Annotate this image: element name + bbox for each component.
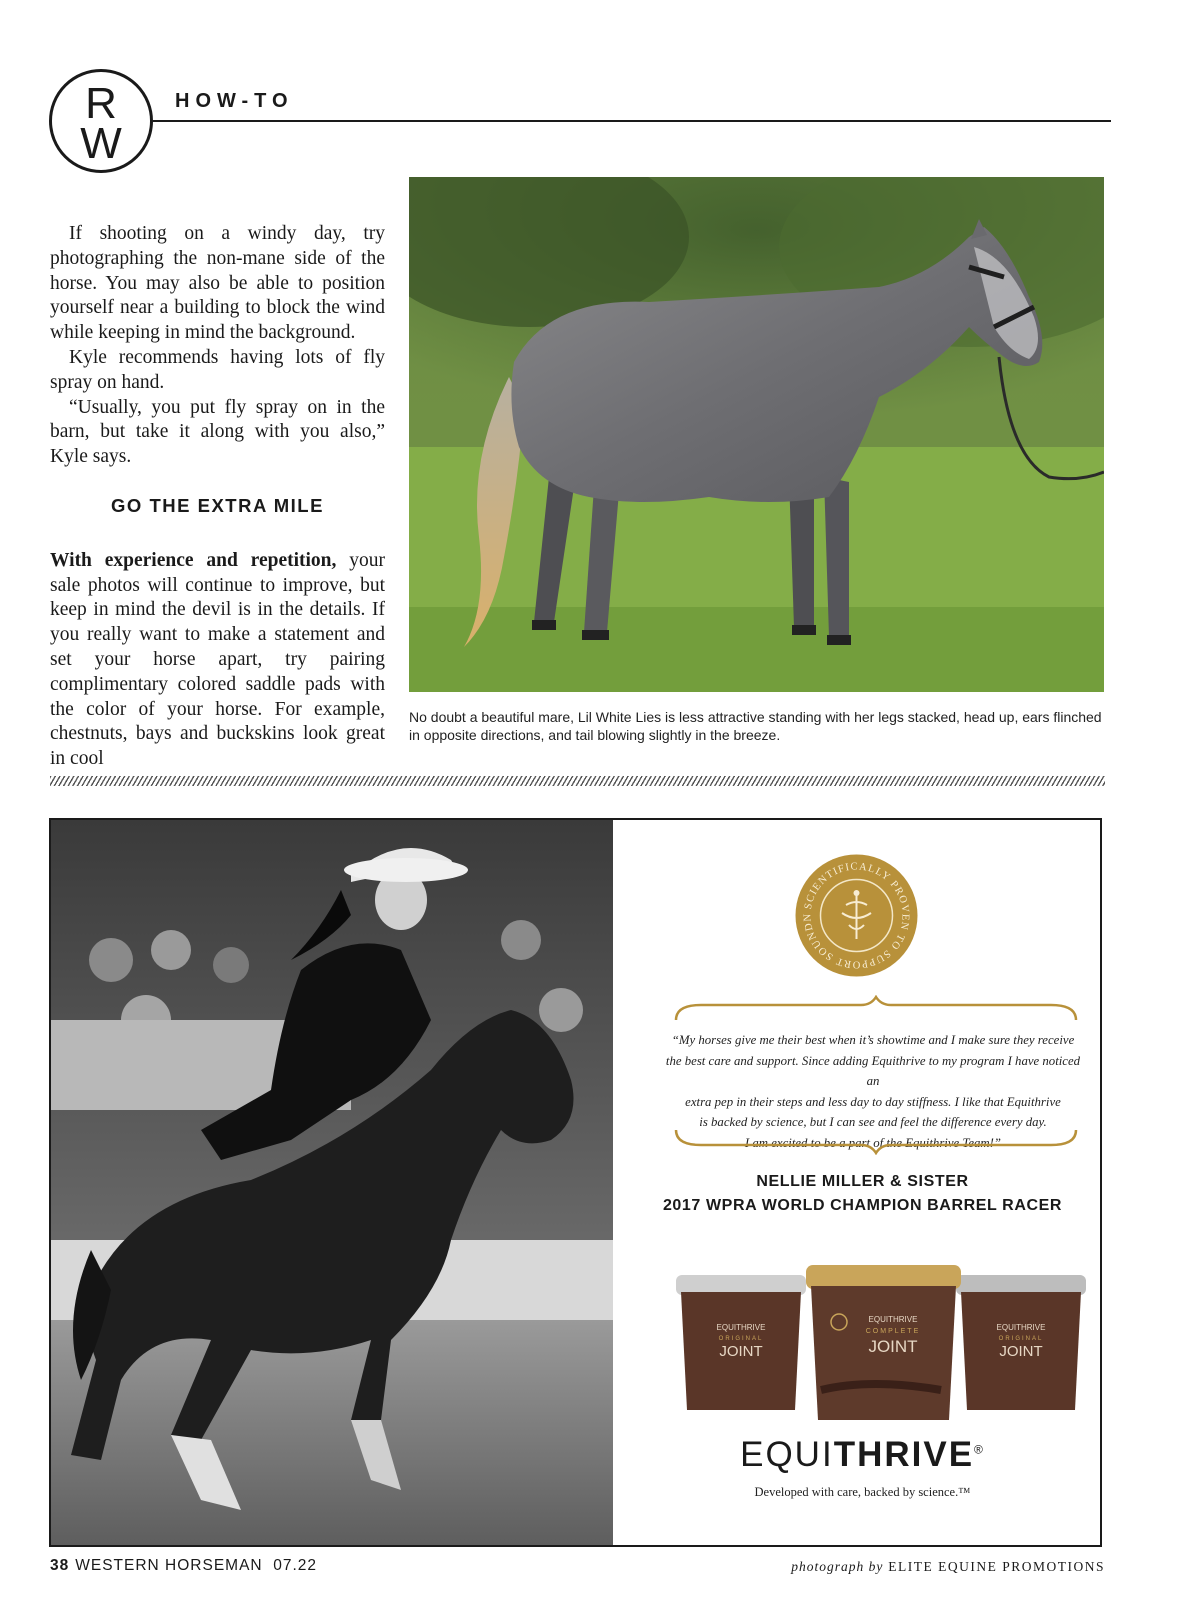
issue-date: 07.22 — [273, 1557, 318, 1574]
product-3-name: JOINT — [999, 1343, 1043, 1360]
magazine-name: WESTERN HORSEMAN — [75, 1557, 263, 1574]
quote-line-3: extra pep in their steps and less day to day stiffness. I like that Equithrive — [685, 1094, 1061, 1109]
barrel-racer-photo — [51, 820, 613, 1545]
brand-light: EQUI — [740, 1435, 834, 1474]
logo-letter-bottom: W — [80, 119, 122, 168]
photo-credit — [791, 1559, 1105, 1575]
endorser-credit — [621, 1170, 1102, 1218]
brand-tagline: Developed with care, backed by science.™ — [754, 1485, 971, 1499]
product-2-variant: COMPLETE — [865, 1328, 921, 1335]
product-2-brand: EQUITHRIVE — [868, 1315, 918, 1324]
endorser-title: 2017 WPRA WORLD CHAMPION BARREL RACER — [662, 1197, 1063, 1214]
article-paragraph-2: Kyle recommends having lots of fly spray on hand. — [50, 346, 385, 393]
equithrive-logo — [621, 1435, 1102, 1475]
hatched-divider — [50, 776, 1105, 786]
horse-photo — [409, 177, 1104, 692]
quote-line-5: I am excited to be a part of the Equithrive Team!” — [744, 1135, 1002, 1150]
quote-line-2: the best care and support. Since adding Equithrive to my program I have noticed an — [665, 1053, 1081, 1088]
product-2-name: JOINT — [868, 1337, 918, 1356]
lead-in: With experience and repetition, — [50, 549, 337, 571]
rw-logo — [49, 69, 153, 173]
equithrive-ad — [49, 818, 1102, 1547]
credit-prefix: photograph by — [791, 1559, 884, 1574]
header-rule — [153, 120, 1111, 122]
page-folio — [50, 1557, 317, 1575]
quote-bracket-top — [671, 995, 1081, 1025]
credit-name: ELITE EQUINE PROMOTIONS — [888, 1559, 1105, 1574]
quote-bracket-bottom — [671, 1125, 1081, 1155]
article-paragraph-1: If shooting on a windy day, try photographing the non-mane side of the horse. You may also be able to position yourself near a building to block the wind while keeping in mind the background. — [50, 223, 385, 344]
article-column — [50, 222, 385, 772]
photo-caption: No doubt a beautiful mare, Lil White Lies is less attractive standing with her legs stacked, head up, ears flinched in opposite directions, and tail blowing slightly in the breeze. — [409, 709, 1102, 743]
article-subhead: GO THE EXTRA MILE — [111, 494, 324, 516]
product-1-name: JOINT — [719, 1343, 763, 1360]
brand-bold: THRIVE — [833, 1435, 975, 1474]
product-1-brand: EQUITHRIVE — [716, 1323, 766, 1332]
lead-rest: your sale photos will continue to improve, but keep in mind the devil is in the details. If you really want to make a statement and set your horse apart, try pairing complimentary colored saddle pads with the color of your horse. For example, chestnuts, bays and buckskins look great in cool — [50, 549, 385, 770]
section-label: HOW-TO — [175, 90, 294, 112]
page-number: 38 — [50, 1557, 70, 1574]
logo-letter-top: R — [85, 79, 117, 128]
product-1-variant: ORIGINAL — [718, 1336, 764, 1342]
product-3-brand: EQUITHRIVE — [996, 1323, 1046, 1332]
endorser-name: NELLIE MILLER & SISTER — [756, 1173, 969, 1190]
article-paragraph-3: “Usually, you put fly spray on in the barn, but take it along with you also,” Kyle says. — [50, 396, 385, 468]
scientifically-proven-seal — [794, 853, 919, 978]
brand-mark: ® — [974, 1442, 985, 1457]
quote-line-1: “My horses give me their best when it’s showtime and I make sure they receive — [671, 1033, 1075, 1047]
seal-text: SCIENTIFICALLY PROVEN TO SUPPORT SOUNDN — [802, 861, 911, 970]
quote-line-4: is backed by science, but I can see and feel the difference every day. — [699, 1115, 1047, 1129]
product-tubs — [671, 1260, 1091, 1425]
article-paragraph-4 — [50, 549, 385, 772]
product-3-variant: ORIGINAL — [998, 1336, 1044, 1342]
